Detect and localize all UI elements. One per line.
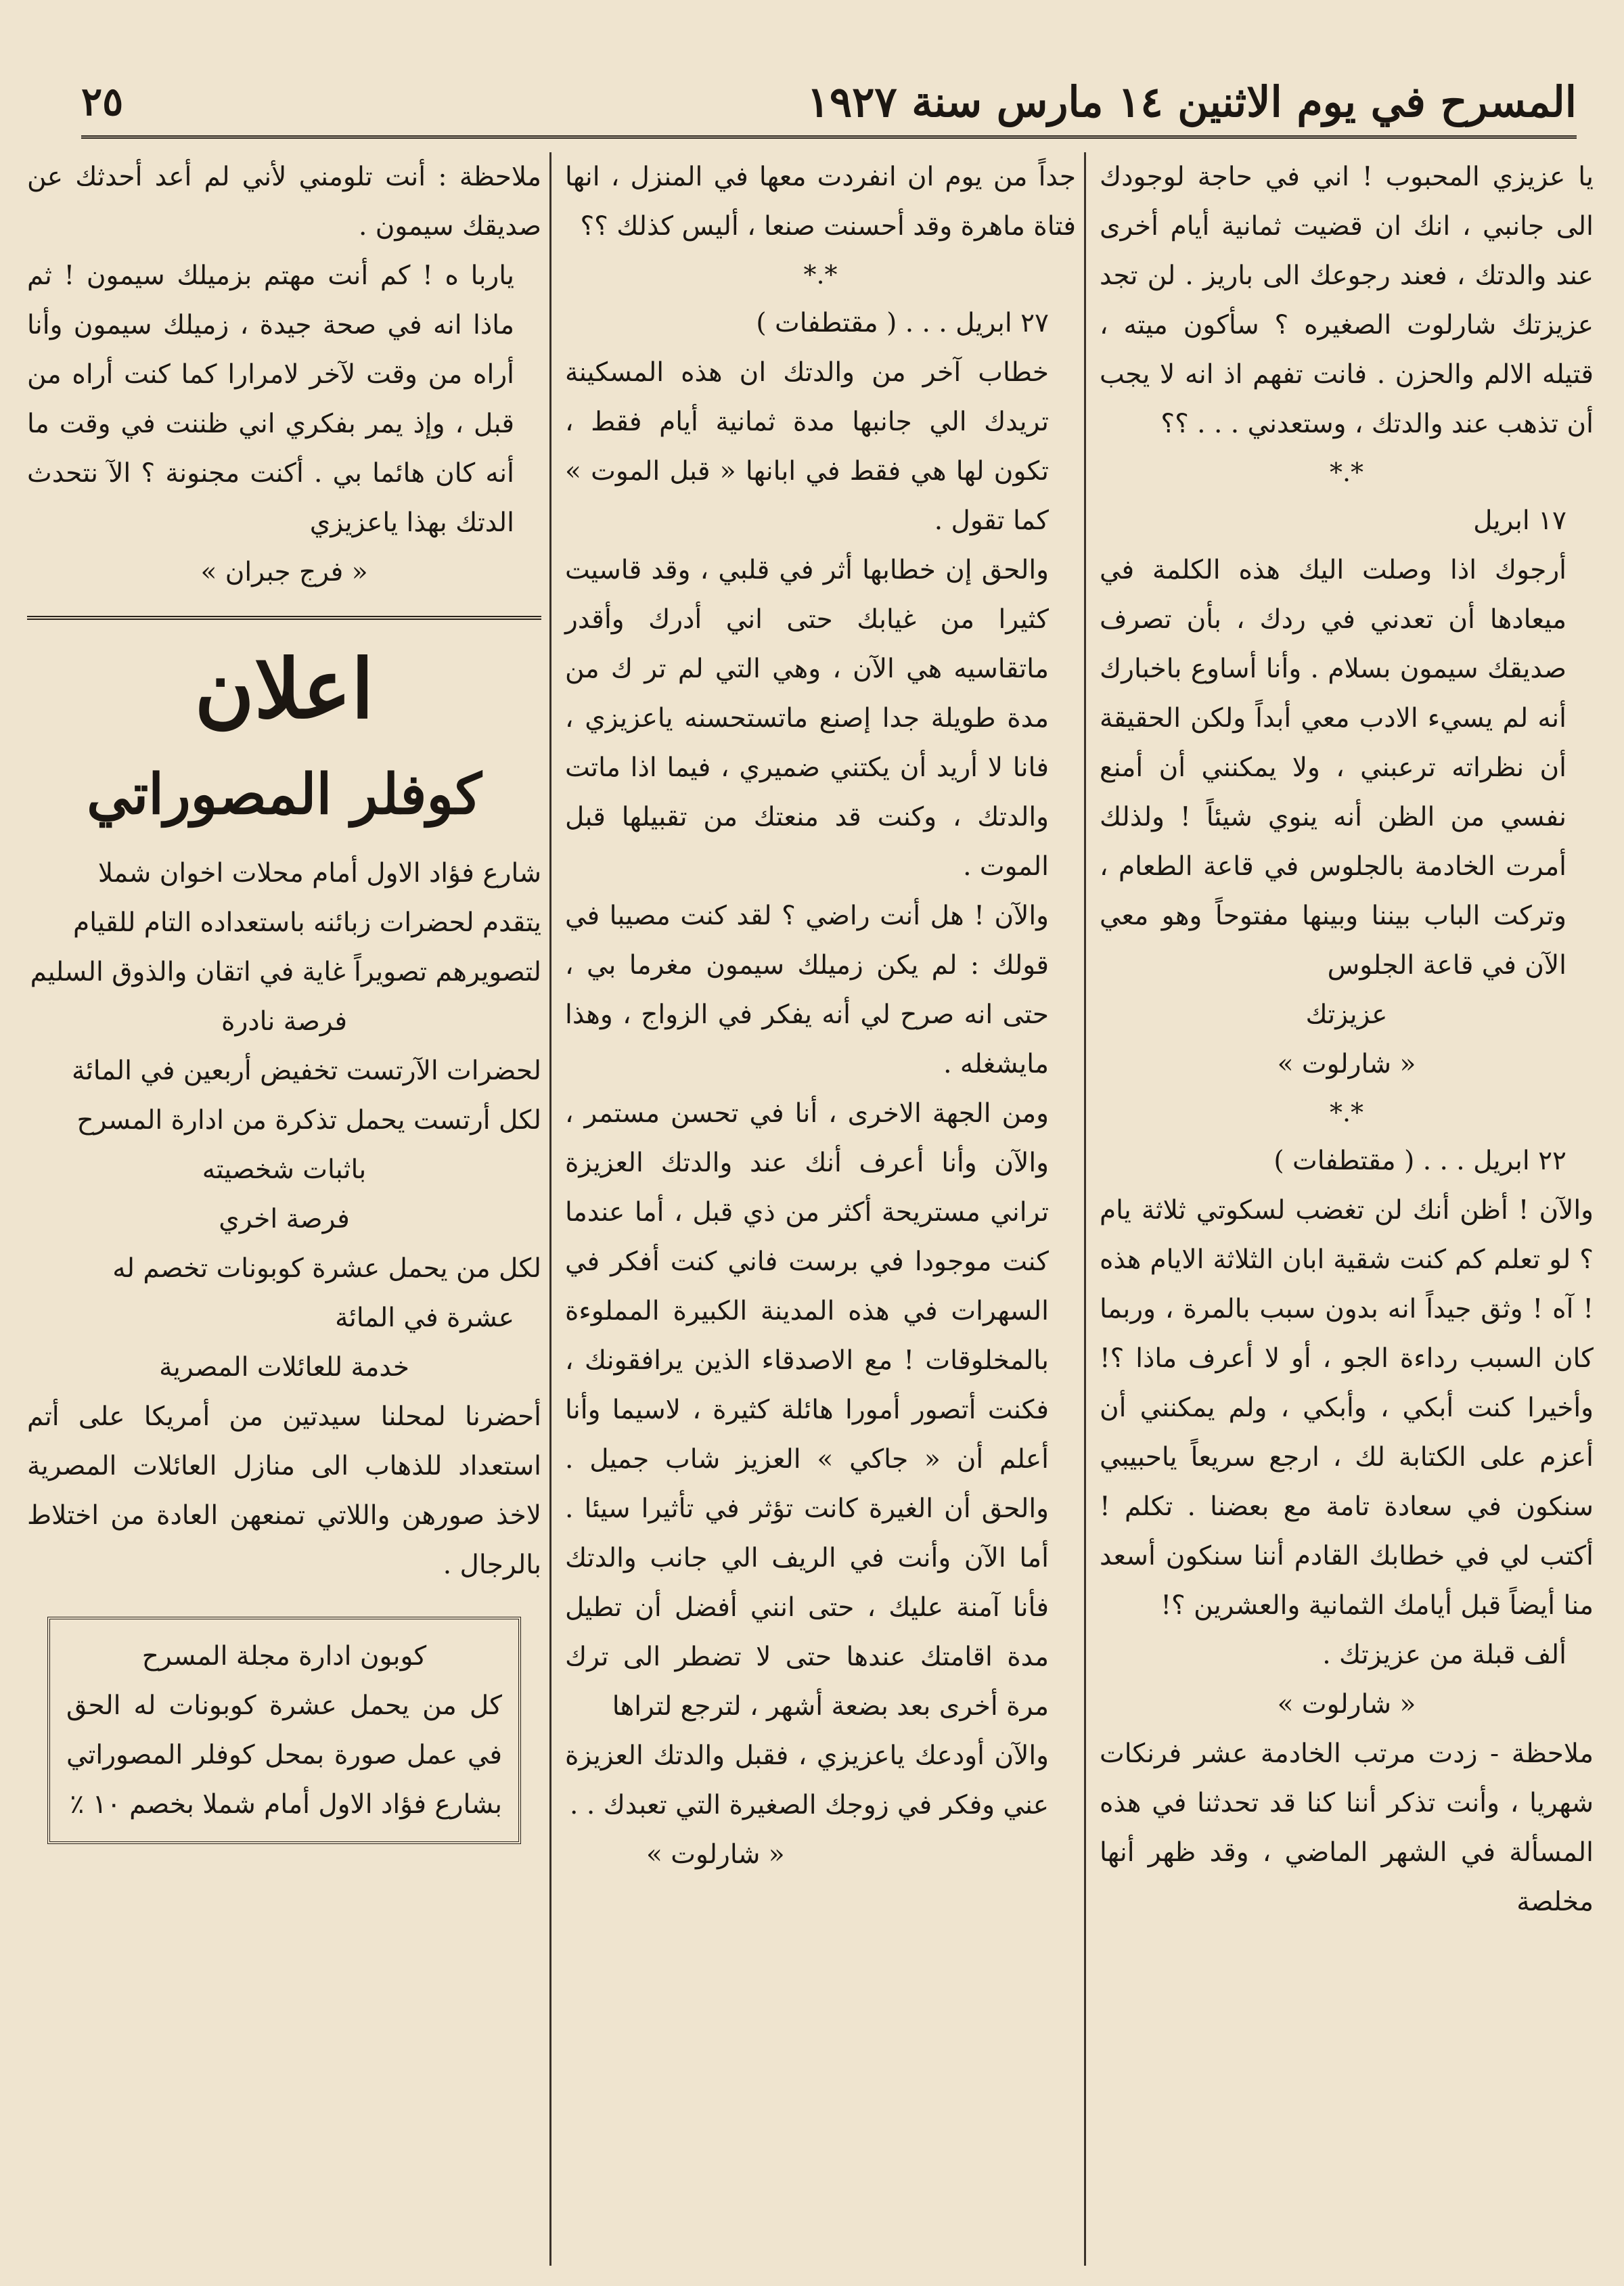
letter-closing: ألف قبلة من عزيزتك .	[1322, 1640, 1566, 1670]
signature-line: عزيزتك	[1305, 1000, 1388, 1030]
ad-line: فرصة نادرة	[221, 1006, 347, 1037]
note-paragraph: ملاحظة : أنت تلومني لأني لم أعد أحدثك عن صديقك سيمون .	[27, 162, 541, 242]
signature-name: « فرج جبران »	[200, 557, 368, 587]
ad-line: باثبات شخصيته	[202, 1155, 367, 1185]
letter-paragraph: جداً من يوم ان انفردت معها في المنزل ، انها فتاة ماهرة وقد أحسنت صنعا ، أليس كذلك ؟؟	[565, 162, 1076, 242]
letter-paragraph: والآن ! أظن أنك لن تغضب لسكوتي ثلاثة يام ؟ لو تعلم كم كنت شقية ابان الثلاثة الايام هذه ! آه ! وثق جيداً انه بدون سبب بالمرة ، وربما كان السبب رداءة الجو ، أو لا أعرف ماذا ؟! وأخيرا كنت أبكي ، وأبكي ، ولم يمكنني أن أعزم على الكتابة لك ، ارجع سريعاً ياحبيبي سنكون في سعادة تامة مع بعضنا . تكلم ! أكتب لي في خطابك القادم أننا سنكون أسعد منا أيضاً قبل أيامك الثمانية والعشرين ؟!	[1100, 1195, 1594, 1621]
ad-divider	[27, 616, 541, 620]
ad-line: شارع فؤاد الاول أمام محلات اخوان شملا	[97, 858, 541, 889]
letter-paragraph: ومن الجهة الاخرى ، أنا في تحسن مستمر ، والآن وأنا أعرف أنك عند والدتك العزيزة تراني مستريحة أكثر من ذي قبل ، أما عندما كنت موجودا في برست فاني كنت أفكر في السهرات في هذه المدينة الكبيرة المملوءة بالمخلوقات ! مع الاصدقاء الذين يرافقونك ، فكنت أتصور أمورا هائلة كثيرة ، لاسيما وأنا أعلم أن « جاكي » العزيز شاب جميل . والحق أن الغيرة كانت تؤثر في تأثيرا سيئا . أما الآن وأنت في الريف الي جانب والدتك فأنا آمنة عليك ، حتى انني أفضل أن تطيل مدة اقامتك عندها حتى لا تضطر الى ترك مرة أخرى بعد بضعة أشهر ، لترجع لتراها	[565, 1098, 1049, 1722]
section-separator: *.*	[803, 260, 838, 290]
ad-line: لتصويرهم تصويراً غاية في اتقان والذوق السليم	[30, 957, 541, 987]
coupon-text: كل من يحمل عشرة كوبونات له الحق في عمل صورة بمحل كوفلر المصوراتي بشارع فؤاد الاول أمام شملا بخصم ١٠ ٪	[66, 1690, 502, 1820]
ad-line: لحضرات الآرتست تخفيض أربعين في المائة	[72, 1056, 541, 1086]
ad-line: يتقدم لحضرات زبائنه باستعداده التام للقيام	[73, 907, 541, 938]
page-number: ٢٥	[81, 79, 124, 125]
column-right	[1100, 152, 1594, 2266]
ad-line: عشرة في المائة	[335, 1303, 514, 1333]
ad-line: لكل أرتست يحمل تذكرة من ادارة المسرح	[76, 1105, 541, 1136]
header-title: المسرح في يوم الاثنين ١٤ مارس سنة ١٩٢٧	[807, 76, 1577, 127]
dateline: ٢٧ ابريل . . . ( مقتطفات )	[756, 308, 1049, 338]
column-divider-right	[1084, 152, 1086, 2266]
note-paragraph: ملاحظة - زدت مرتب الخادمة عشر فرنكات شهريا ، وأنت تذكر أننا كنا قد تحدثنا في هذه المسألة في الشهر الماضي ، وقد ظهر أنها مخلصة	[1100, 1739, 1594, 1917]
column-left	[27, 152, 541, 2266]
section-separator: *.*	[1329, 457, 1364, 487]
signature-name: « شارلوت »	[646, 1839, 785, 1870]
page-header	[81, 68, 1577, 139]
column-divider-left	[549, 152, 551, 2266]
ad-heading: اعلان	[194, 642, 374, 737]
letter-paragraph: والآن ! هل أنت راضي ؟ لقد كنت مصيبا في قولك : لم يكن زميلك سيمون مغرما بي ، حتى انه صرح لي أنه يفكر في الزواج ، وهذا مايشغله .	[565, 901, 1050, 1079]
ad-line: لكل من يحمل عشرة كوبونات تخصم له	[112, 1253, 541, 1284]
dateline: ٢٢ ابريل . . . ( مقتطفات )	[1273, 1146, 1566, 1176]
coupon-box	[47, 1617, 521, 1844]
ad-line: فرصة اخري	[219, 1204, 350, 1234]
advertisement	[27, 632, 541, 1590]
letter-paragraph: والحق إن خطابها أثر في قلبي ، وقد قاسيت كثيرا من غيابك حتى اني أدرك وأقدر ماتقاسيه هي الآن ، وهي التي لم تر ك من مدة طويلة جدا إصنع ماتستحسنه ياعزيزي ، فانا لا أريد أن يكتني ضميري ، فيما اذا ماتت والدتك ، وكنت قد منعتك من تقبيلها قبل الموت .	[565, 555, 1049, 882]
signature-name: « شارلوت »	[1277, 1689, 1416, 1720]
dateline: ١٧ ابريل	[1473, 506, 1566, 536]
section-separator: *.*	[1329, 1098, 1364, 1127]
ad-business-name: كوفلر المصوراتي	[87, 762, 482, 827]
column-middle	[565, 152, 1076, 2266]
coupon-title: كوبون ادارة مجلة المسرح	[141, 1641, 427, 1672]
letter-paragraph: والآن أودعك ياعزيزي ، فقبل والدتك العزيزة عني وفكر في زوجك الصغيرة التي تعبدك . .	[565, 1741, 1049, 1820]
letter-paragraph: ياربا ه ! كم أنت مهتم بزميلك سيمون ! ثم ماذا انه في صحة جيدة ، زميلك سيمون وأنا أراه من وقت لآخر لامرارا كما كنت أراه من قبل ، وإذ يمر بفكري اني ظننت في وقت ما أنه كان هائما بي . أكنت مجنونة ؟ الآ نتحدث الدتك بهذا ياعزيزي	[27, 261, 514, 538]
ad-line: خدمة للعائلات المصرية	[159, 1352, 409, 1383]
signature-name: « شارلوت »	[1277, 1049, 1416, 1079]
letter-paragraph: أرجوك اذا وصلت اليك هذه الكلمة في ميعادها أن تعدني في ردك ، بأن تصرف صديقك سيمون بسلام . وأنا أساوع باخبارك أنه لم يسيء الادب معي أبداً ولكن الحقيقة أن نظراته ترعبني ، ولا يمكنني أن أمنع نفسي من الظن أنه ينوي شيئاً ! ولذلك أمرت الخادمة بالجلوس في قاعة الطعام ، وتركت الباب بيننا وبينها مفتوحاً وهو معي الآن في قاعة الجلوس	[1100, 555, 1566, 981]
ad-line: أحضرنا لمحلنا سيدتين من أمريكا على أتم استعداد للذهاب الى منازل العائلات المصرية لاخذ صورهن واللاتي تمنعهن العادة من اختلاط بالرجال .	[27, 1402, 541, 1580]
letter-paragraph: خطاب آخر من والدتك ان هذه المسكينة تريدك الي جانبها مدة ثمانية أيام فقط ، تكون لها هي فقط في ابانها « قبل الموت » كما تقول .	[565, 357, 1049, 536]
letter-paragraph: يا عزيزي المحبوب ! اني في حاجة لوجودك الى جانبي ، انك ان قضيت ثمانية أيام أخرى عند والدتك ، فعند رجوعك الى باريز . لن تجد عزيزتك شارلوت الصغيره ؟ سأكون ميته ، قتيله الالم والحزن . فانت تفهم اذ انه لا يجب أن تذهب عند والدتك ، وستعدني . . . ؟؟	[1100, 162, 1594, 439]
